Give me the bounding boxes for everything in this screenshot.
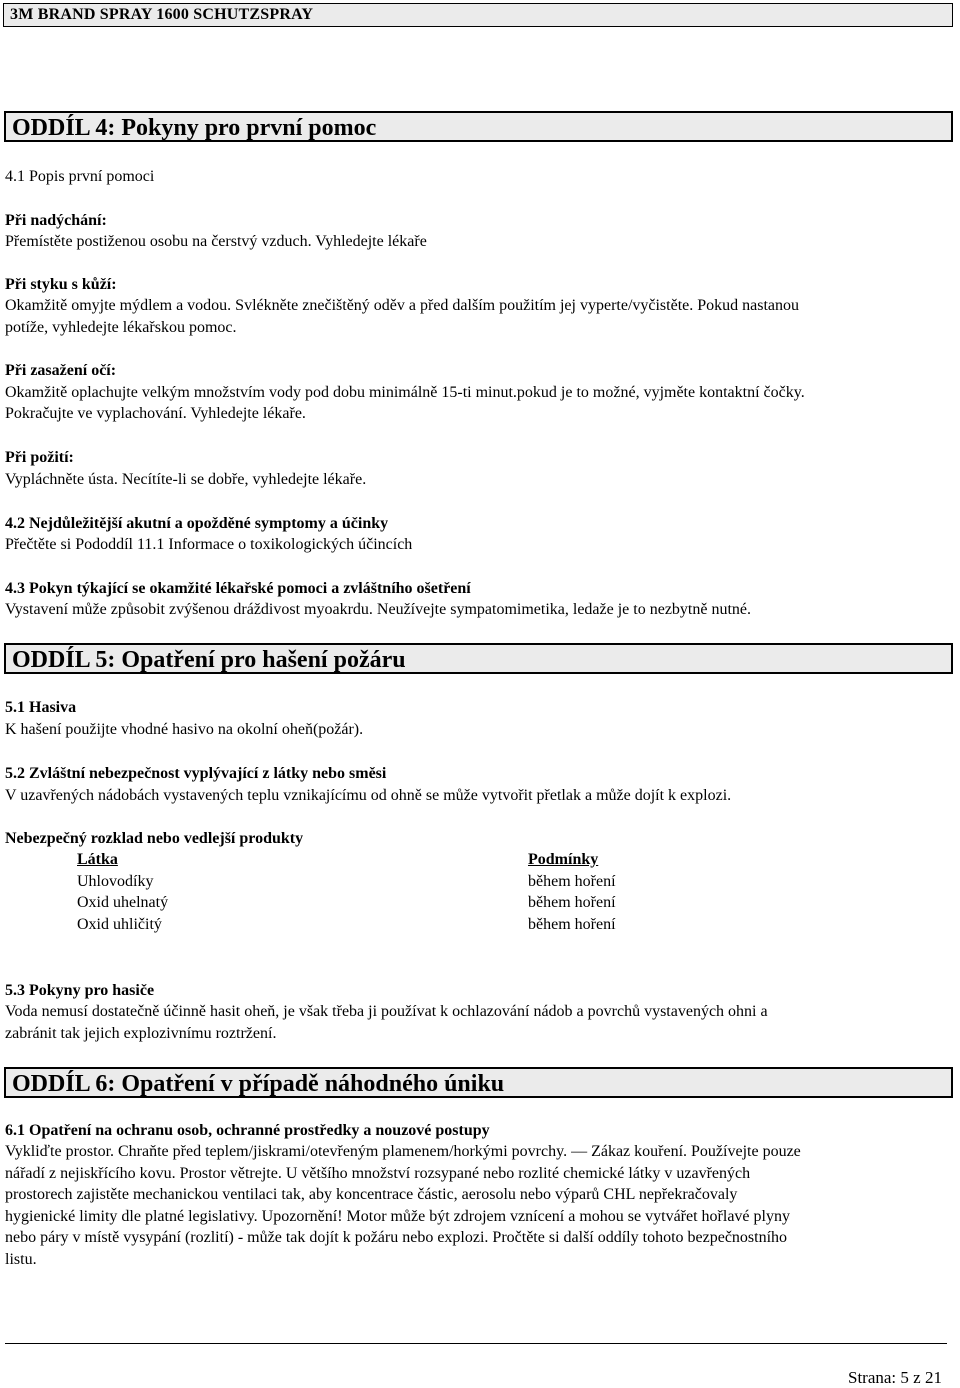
eye-contact-text-line-1: Okamžitě oplachujte velkým množstvím vody pod dobu minimálně 15-ti minut.pokud je to možné, vyjměte kontaktní čočky. bbox=[5, 384, 805, 401]
subsection-6-1-text-line: listu. bbox=[5, 1251, 37, 1268]
table-cell-substance: Uhlovodíky bbox=[77, 873, 154, 890]
subsection-4-1-heading: 4.1 Popis první pomoci bbox=[5, 168, 155, 185]
table-cell-condition: během hoření bbox=[528, 894, 616, 911]
document-header bbox=[3, 3, 953, 27]
skin-contact-text-line-1: Okamžitě omyjte mýdlem a vodou. Svlékněte znečištěný oděv a před dalším použitím jej vyperte/vyčistěte. Pokud nastanou bbox=[5, 297, 800, 314]
section-5-header bbox=[4, 643, 953, 674]
subsection-4-3-text: Vystavení může způsobit zvýšenou dráždivost myoakrdu. Neužívejte sympatomimetika, ledaže je to nezbytně nutné. bbox=[5, 601, 752, 618]
subsection-6-1-heading: 6.1 Opatření na ochranu osob, ochranné prostředky a nouzové postupy bbox=[5, 1122, 490, 1139]
eye-contact-text-line-2: Pokračujte ve vyplachování. Vyhledejte lékaře. bbox=[5, 405, 306, 422]
column-header-condition: Podmínky bbox=[528, 851, 599, 868]
subsection-5-2-text: V uzavřených nádobách vystavených teplu vznikajícímu od ohně se může vytvořit přetlak a může dojít k explozi. bbox=[5, 787, 732, 804]
table-cell-substance: Oxid uhličitý bbox=[77, 916, 162, 933]
subsection-4-2-heading: 4.2 Nejdůležitější akutní a opožděné symptomy a účinky bbox=[5, 515, 389, 532]
table-cell-substance: Oxid uhelnatý bbox=[77, 894, 169, 911]
table-cell-condition: během hoření bbox=[528, 916, 616, 933]
subsection-5-1-text: K hašení použijte vhodné hasivo na okolní oheň(požár). bbox=[5, 721, 364, 738]
subsection-5-3-heading: 5.3 Pokyny pro hasiče bbox=[5, 982, 155, 999]
page-number: Strana: 5 z 21 bbox=[848, 1368, 942, 1387]
subsection-5-3-text-line-1: Voda nemusí dostatečně účinně hasit oheň, je však třeba ji používat k ochlazování nádob a povrchů vystavených ohni a bbox=[5, 1003, 768, 1020]
column-header-substance: Látka bbox=[77, 851, 118, 868]
subsection-5-2-heading: 5.2 Zvláštní nebezpečnost vyplývající z látky nebo směsi bbox=[5, 765, 387, 782]
subsection-5-3-text-line-2: zabránit tak jejich explozivnímu roztržení. bbox=[5, 1025, 277, 1042]
subsection-6-1-text-line: nářadí z nejiskřícího kovu. Prostor větrejte. U většího množství rozsypané nebo rozlité chemické látky v uzavřených bbox=[5, 1165, 751, 1182]
section-5-title: ODDÍL 5: Opatření pro hašení požáru bbox=[12, 647, 406, 673]
subsection-6-1-text-line: hygienické limity dle platné legislativy. Upozornění! Motor může být zdrojem vznícení a mohou se vytvářet hořlavé plyny bbox=[5, 1208, 790, 1225]
skin-contact-heading: Při styku s kůží: bbox=[5, 276, 117, 293]
subsection-4-3-heading: 4.3 Pokyn týkající se okamžité lékařské pomoci a zvláštního ošetření bbox=[5, 580, 471, 597]
product-name: 3M BRAND SPRAY 1600 SCHUTZSPRAY bbox=[10, 6, 314, 23]
ingestion-text: Vypláchněte ústa. Necítíte-li se dobře, vyhledejte lékaře. bbox=[5, 471, 367, 488]
skin-contact-text-line-2: potíže, vyhledejte lékařskou pomoc. bbox=[5, 319, 237, 336]
ingestion-heading: Při požití: bbox=[5, 449, 74, 466]
inhalation-text: Přemístěte postiženou osobu na čerstvý vzduch. Vyhledejte lékaře bbox=[5, 233, 427, 250]
table-cell-condition: během hoření bbox=[528, 873, 616, 890]
decomposition-heading: Nebezpečný rozklad nebo vedlejší produkty bbox=[5, 830, 304, 847]
section-6-header bbox=[4, 1067, 953, 1098]
section-6-title: ODDÍL 6: Opatření v případě náhodného úniku bbox=[12, 1071, 505, 1097]
section-4-header bbox=[4, 111, 953, 142]
section-4-title: ODDÍL 4: Pokyny pro první pomoc bbox=[12, 115, 377, 141]
inhalation-heading: Při nadýchání: bbox=[5, 212, 107, 229]
footer-divider bbox=[5, 1343, 947, 1344]
subsection-6-1-text-line: nebo páry v místě vysypání (rozlití) - může tak dojít k požáru nebo explozi. Pročtěte si další oddíly tohoto bezpečnostního bbox=[5, 1229, 788, 1246]
eye-contact-heading: Při zasažení očí: bbox=[5, 362, 117, 379]
subsection-6-1-text-line: Vykliďte prostor. Chraňte před teplem/jiskrami/otevřeným plamenem/horkými povrchy. — Zákaz kouření. Používejte pouze bbox=[5, 1143, 801, 1160]
subsection-4-2-text: Přečtěte si Pododdíl 11.1 Informace o toxikologických účincích bbox=[5, 536, 413, 553]
subsection-5-1-heading: 5.1 Hasiva bbox=[5, 699, 77, 716]
subsection-6-1-text-line: prostorech zajistěte mechanickou ventilaci tak, aby koncentrace částic, aerosolu nebo výparů CHL nepřekračovaly bbox=[5, 1186, 738, 1203]
